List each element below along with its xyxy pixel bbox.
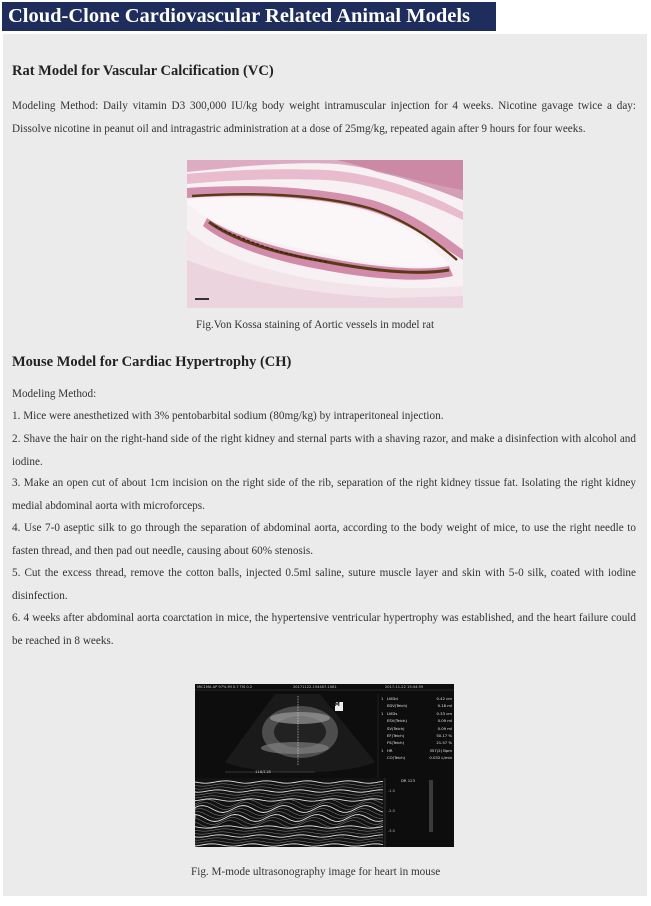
measurement-value: 0.032 L/min [429, 755, 452, 761]
measurement-row [381, 725, 452, 732]
measurement-value: 0.42 cm [436, 696, 452, 701]
svg-text:-3.0: -3.0 [388, 829, 395, 833]
measurement-index: 1 [381, 747, 384, 753]
measurement-value: 357(2) Bpm [429, 747, 452, 753]
measurement-value: 50.17 % [436, 733, 452, 739]
measurement-label: HR [387, 747, 393, 753]
measurement-value: 0.09 ml [437, 718, 452, 724]
measurement-label: EF(Teich) [387, 733, 405, 739]
measurement-value: 21.57 % [436, 740, 452, 746]
von-kossa-stain-graphic [187, 160, 463, 308]
ultrasound-measurements [381, 695, 452, 762]
measurement-label: ESV(Teich) [387, 718, 407, 724]
vc-modeling-method: Modeling Method: Daily vitamin D3 300,000 IU/kg body weight intramuscular injection for 4 weeks. Nicotine gavage twice a day: Dissolve nicotine in peanut oil and intragastric administration at a dose of 25mg/kg, repeated again after 9 hours for four weeks. [12, 100, 636, 135]
section-title-cardiac-hypertrophy: Mouse Model for Cardiac Hypertrophy (CH) [12, 354, 292, 370]
ch-step-5: 5. Cut the excess thread, remove the cotton balls, injected 0.5ml saline, suture muscle layer and skin with 5-0 silk, coated with iodine disinfection. [12, 567, 636, 602]
ch-figure-caption: Fig. M-mode ultrasonography image for heart in mouse [191, 866, 441, 878]
ch-method-heading: Modeling Method: [12, 388, 97, 400]
von-kossa-stain-image [187, 160, 463, 308]
measurement-label: LVIDs [387, 710, 398, 716]
measurement-value: 0.18 ml [437, 703, 452, 709]
measurement-label: LVIDd [387, 696, 398, 701]
measurement-value: 0.09 ml [437, 725, 452, 731]
measurement-label: FS(Teich) [387, 740, 405, 746]
measurement-label: CO(Teich) [387, 755, 406, 761]
measurement-row [381, 695, 452, 702]
svg-text:-2.0: -2.0 [388, 809, 395, 813]
measurement-row [381, 702, 452, 709]
measurement-row [381, 717, 452, 724]
svg-text:-1.0: -1.0 [388, 789, 395, 793]
ultrasound-marker: M [334, 702, 340, 708]
section-title-vascular-calcification: Rat Model for Vascular Calcification (VC) [12, 63, 274, 79]
ultrasound-header-mid: 20171122-154407-1081 [293, 685, 337, 689]
ultrasound-trace-label: 118/118 [255, 769, 271, 774]
measurement-label: EDV(Teich) [387, 703, 408, 709]
measurement-row [381, 732, 452, 739]
measurement-row [381, 747, 452, 754]
m-mode-ultrasound-image [195, 684, 454, 847]
measurement-index: 1 [381, 696, 384, 701]
ch-step-4: 4. Use 7-0 aseptic silk to go through the separation of abdominal aorta, according to the body weight of mice, to use the right needle to fasten thread, and then pad out needle, causing about 60% stenosis. [12, 522, 636, 557]
measurement-row [381, 710, 452, 717]
page-banner-title: Cloud-Clone Cardiovascular Related Animal Models [2, 2, 496, 31]
ch-step-3: 3. Make an open cut of about 1cm incision on the right side of the rib, separation of the right kidney tissue fat. Isolating the right kidney medial abdominal aorta with microforceps. [12, 477, 636, 512]
measurement-label: SV(Teich) [387, 725, 405, 731]
measurement-value: 0.33 cm [436, 710, 452, 716]
measurement-index: 1 [381, 710, 384, 716]
ch-step-1: 1. Mice were anesthetized with 3% pentobarbital sodium (80mg/kg) by intraperitoneal injection. [12, 410, 444, 422]
measurement-row [381, 754, 452, 761]
vc-figure-caption: Fig.Von Kossa staining of Aortic vessels in model rat [196, 319, 435, 331]
ch-step-6: 6. 4 weeks after abdominal aorta coarctation in mice, the hypertensive ventricular hypertrophy was established, and the heart failure could be reached in 8 weeks. [12, 612, 636, 647]
ch-step-2: 2. Shave the hair on the right-hand side of the right kidney and sternal parts with a shaving razor, and make a disinfection with alcohol and iodine. [12, 433, 636, 468]
measurement-row [381, 739, 452, 746]
ultrasound-dr-label: DR 123 [401, 778, 416, 783]
ultrasound-header-left: MIC1MA AP 97% MI 0.7 TIS 0.2 [197, 685, 253, 689]
ultrasound-header-right: 2017-11-22 15:44:59 [385, 685, 424, 689]
